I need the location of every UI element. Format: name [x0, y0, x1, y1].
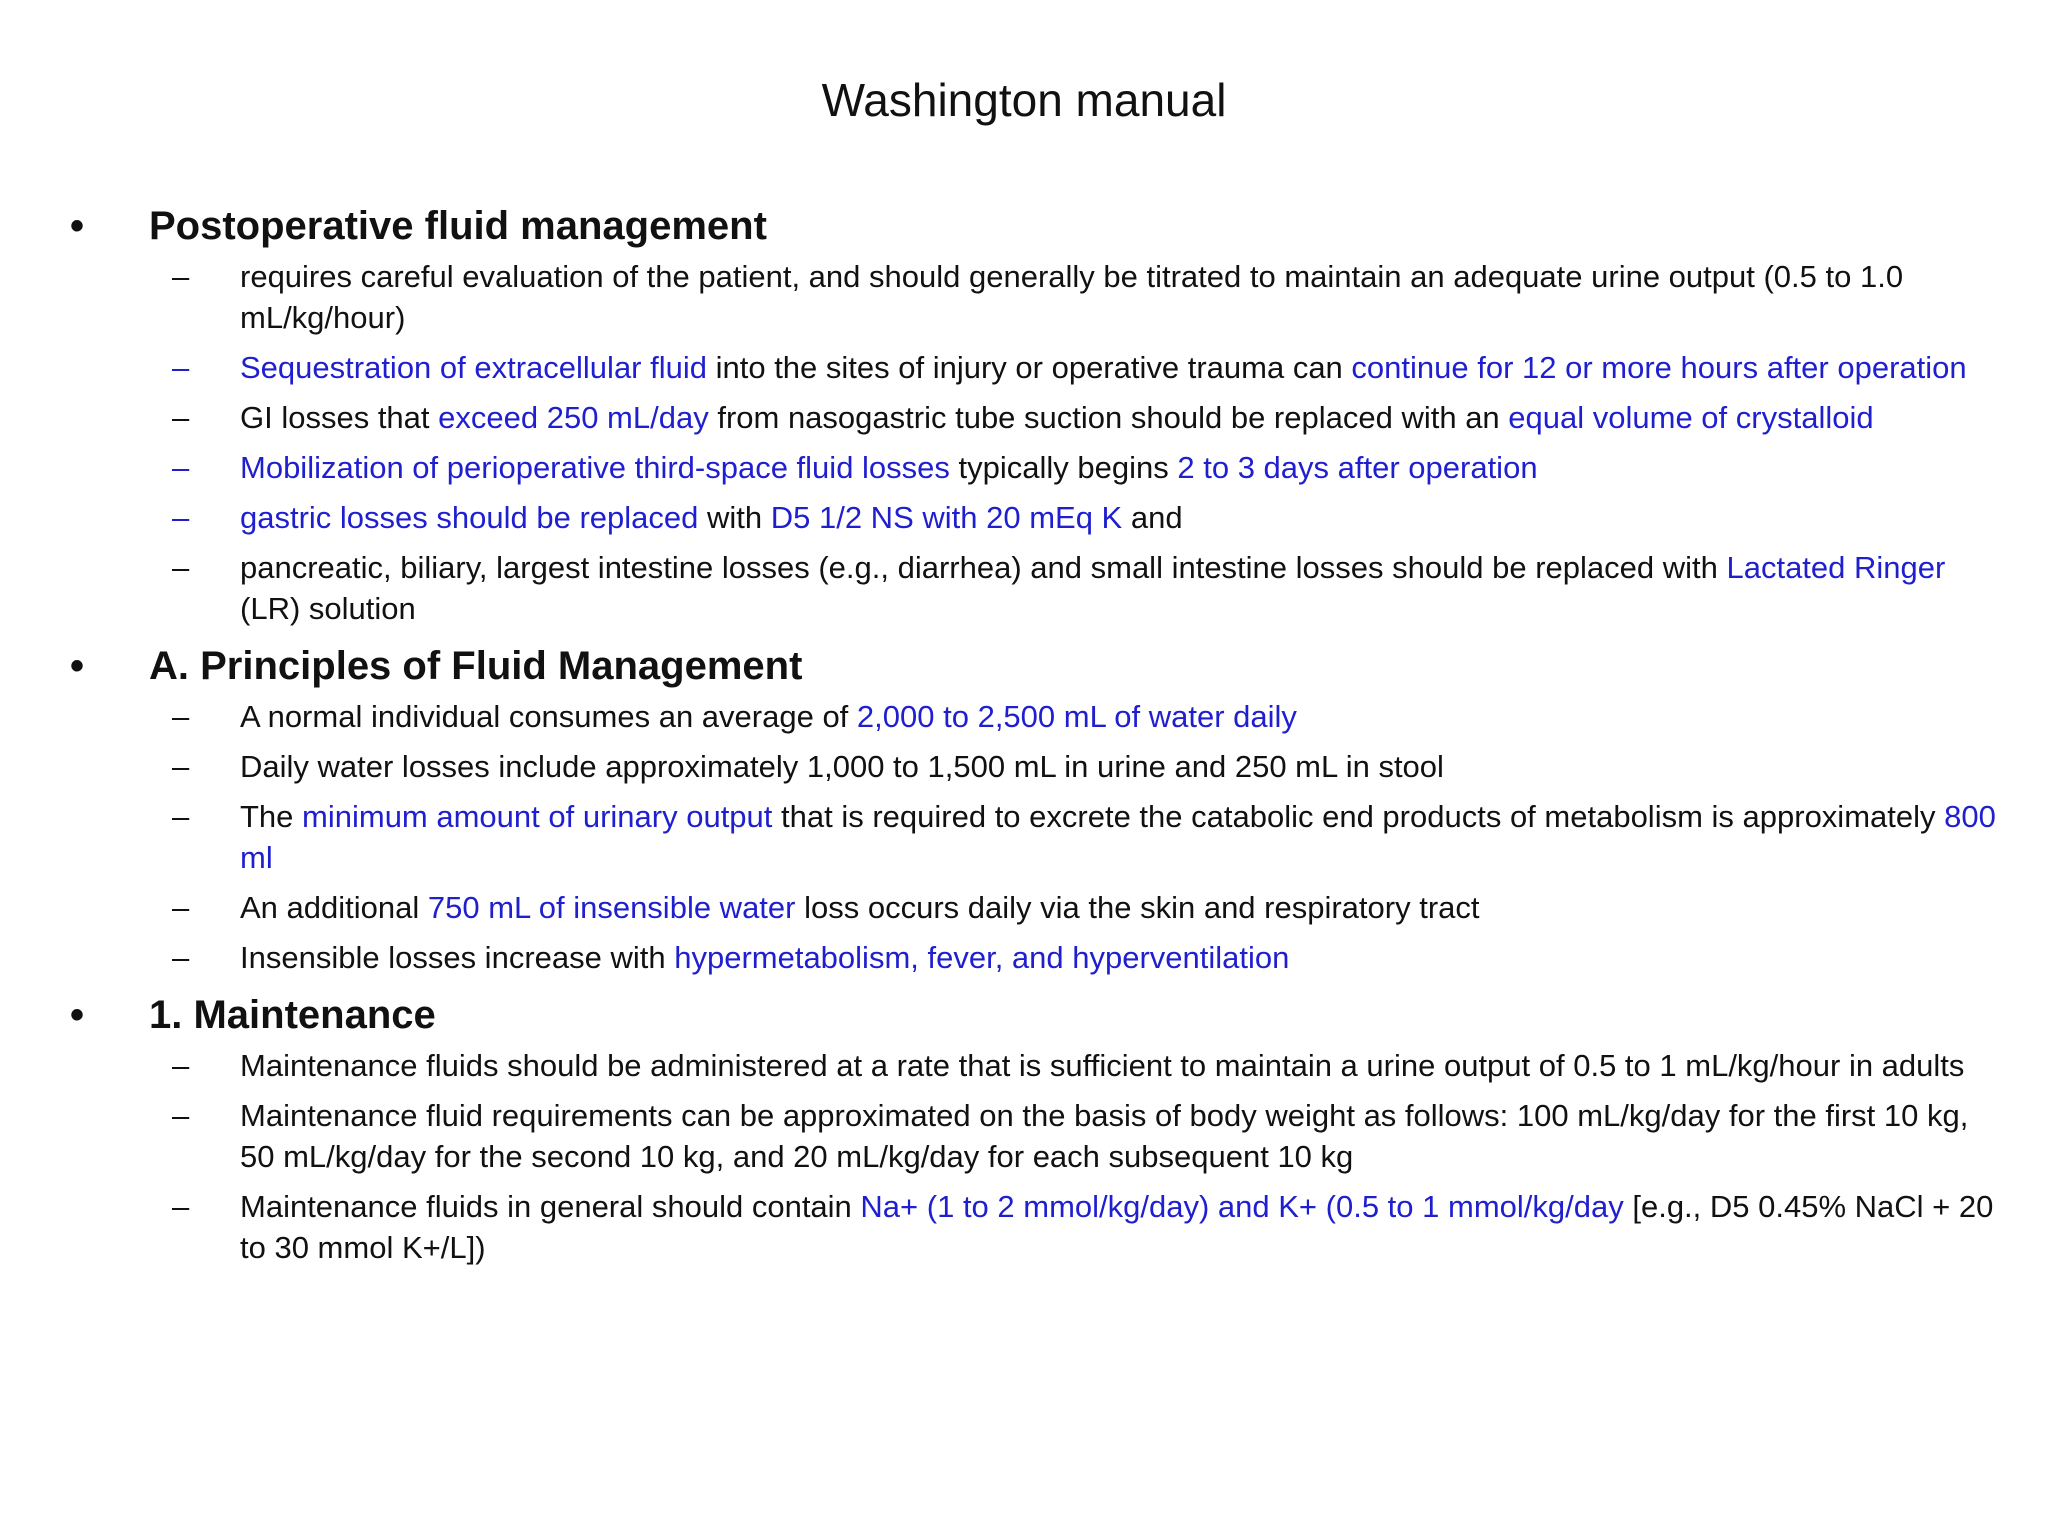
highlighted-text: 800 ml [240, 799, 1996, 875]
list-item [0, 887, 2048, 928]
item-text: Maintenance fluids should be administered at a rate that is sufficient to maintain a urine output of 0.5 to 1 mL/kg/hour in adults [240, 1048, 1965, 1083]
item-text: A normal individual consumes an average of [240, 699, 857, 734]
section-heading [0, 198, 2048, 254]
item-text: The [240, 799, 303, 834]
section-heading [0, 987, 2048, 1043]
highlighted-text: Sequestration of extracellular fluid [240, 350, 707, 385]
item-text: Insensible losses increase with [240, 940, 675, 975]
item-text: that is required to excrete the catabolic end products of metabolism is approximately [772, 799, 1945, 834]
list-item [0, 1095, 2048, 1177]
item-text: Daily water losses include approximately 1,000 to 1,500 mL in urine and 250 mL in stool [240, 749, 1444, 784]
section-3 [0, 987, 2048, 1268]
section-1 [0, 198, 2048, 629]
dash-icon: – [172, 259, 190, 294]
list-item [0, 937, 2048, 978]
dash-icon: – [172, 1189, 190, 1224]
sub-bullet-list [0, 696, 2048, 978]
item-text: with [698, 500, 771, 535]
item-text: An additional [240, 890, 428, 925]
item-text: loss occurs daily via the skin and respiratory tract [795, 890, 1480, 925]
item-text: (LR) solution [240, 591, 416, 626]
highlighted-text: minimum amount of urinary output [302, 799, 773, 834]
item-text: requires careful evaluation of the patient, and should generally be titrated to maintain an adequate urine output (0.5 to 1.0 mL/kg/hour) [240, 259, 1904, 335]
highlighted-text: hypermetabolism, fever, and hyperventilation [674, 940, 1290, 975]
dash-icon: – [172, 799, 190, 834]
dash-icon: – [172, 350, 190, 385]
item-text: from nasogastric tube suction should be replaced with an [708, 400, 1509, 435]
item-text: pancreatic, biliary, largest intestine losses (e.g., diarrhea) and small intestine losses should be replaced with [240, 550, 1727, 585]
highlighted-text: gastric losses should be replaced [240, 500, 699, 535]
bullet-icon: • [70, 993, 85, 1037]
section-heading-text: 1. Maintenance [149, 993, 436, 1037]
section-heading [0, 638, 2048, 694]
highlighted-text: continue for 12 or more hours after operation [1351, 350, 1967, 385]
list-item [0, 1045, 2048, 1086]
highlighted-text: Lactated Ringer [1726, 550, 1946, 585]
highlighted-text: exceed 250 mL/day [438, 400, 709, 435]
list-item [0, 696, 2048, 737]
list-item [0, 1186, 2048, 1268]
list-item [0, 256, 2048, 338]
dash-icon: – [172, 699, 190, 734]
dash-icon: – [172, 500, 190, 535]
item-text: Maintenance fluid requirements can be approximated on the basis of body weight as follows: 100 mL/kg/day for the first 10 kg, 50 mL/kg/day for the second 10 kg, and 20 mL/kg/day for each subsequent 10 kg [240, 1098, 1969, 1174]
bullet-icon: • [70, 644, 85, 688]
dash-icon: – [172, 450, 190, 485]
list-item [0, 746, 2048, 787]
item-text: [e.g., D5 0.45% NaCl + 20 to 30 mmol K+/L]) [240, 1189, 1994, 1265]
list-item [0, 497, 2048, 538]
item-text: and [1122, 500, 1183, 535]
sub-bullet-list [0, 1045, 2048, 1268]
item-text: GI losses that [240, 400, 439, 435]
list-item [0, 796, 2048, 878]
list-item [0, 547, 2048, 629]
dash-icon: – [172, 1048, 190, 1083]
item-text: Maintenance fluids in general should contain [240, 1189, 861, 1224]
list-item [0, 397, 2048, 438]
section-heading-text: Postoperative fluid management [149, 204, 767, 248]
bullet-icon: • [70, 204, 85, 248]
highlighted-text: equal volume of crystalloid [1508, 400, 1874, 435]
slide-content [0, 198, 2048, 1277]
highlighted-text: D5 1/2 NS with 20 mEq K [770, 500, 1123, 535]
highlighted-text: 750 mL of insensible water [427, 890, 796, 925]
sub-bullet-list [0, 256, 2048, 629]
item-text: into the sites of injury or operative trauma can [706, 350, 1352, 385]
item-text: typically begins [949, 450, 1178, 485]
dash-icon: – [172, 550, 190, 585]
dash-icon: – [172, 400, 190, 435]
highlighted-text: 2,000 to 2,500 mL of water daily [856, 699, 1297, 734]
dash-icon: – [172, 1098, 190, 1133]
section-heading-text: A. Principles of Fluid Management [149, 644, 803, 688]
section-2 [0, 638, 2048, 978]
highlighted-text: Mobilization of perioperative third-space fluid losses [240, 450, 950, 485]
dash-icon: – [172, 940, 190, 975]
dash-icon: – [172, 749, 190, 784]
list-item [0, 447, 2048, 488]
dash-icon: – [172, 890, 190, 925]
highlighted-text: Na+ (1 to 2 mmol/kg/day) and K+ (0.5 to 1 mmol/kg/day [860, 1189, 1624, 1224]
slide-title: Washington manual [821, 74, 1227, 126]
highlighted-text: 2 to 3 days after operation [1177, 450, 1538, 485]
list-item [0, 347, 2048, 388]
